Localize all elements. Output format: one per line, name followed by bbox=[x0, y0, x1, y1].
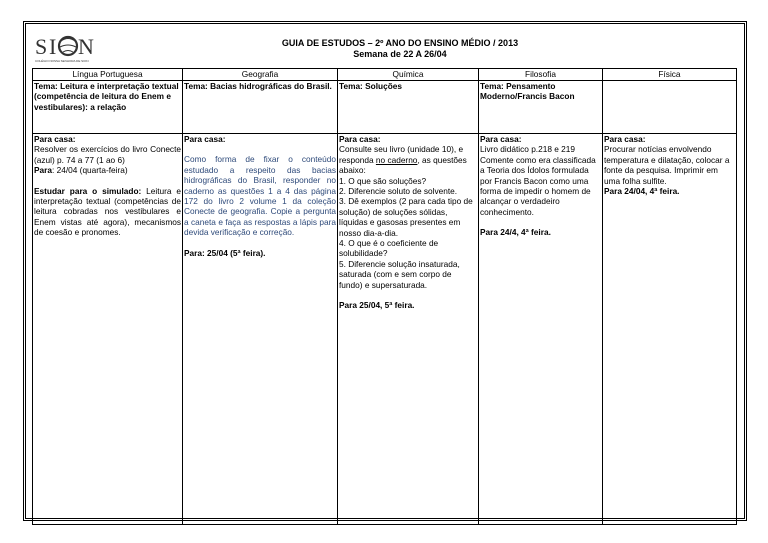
subject-header: Língua Portuguesa bbox=[33, 69, 183, 81]
homework-text: Consulte seu livro (unidade 10), e responda no caderno, as questões abaixo: bbox=[339, 144, 467, 176]
tema-cell: Tema: Pensamento Moderno/Francis Bacon bbox=[479, 81, 603, 134]
week-subtitle: Semana de 22 A 26/04 bbox=[353, 49, 447, 59]
homework-text: Procurar notícias envolvendo temperatura e dilatação, colocar a fonte da pesquisa. Imprimir em uma folha sulfite. bbox=[604, 144, 730, 186]
tema-cell: Tema: Soluções bbox=[338, 81, 479, 134]
due-date: Para 24/04, 4ª feira. bbox=[604, 186, 680, 197]
quim-homework-cell bbox=[338, 134, 479, 525]
tema-cell: Tema: Bacias hidrográficas do Brasil. bbox=[183, 81, 338, 134]
subject-header: Filosofia bbox=[479, 69, 603, 81]
school-logo bbox=[33, 30, 103, 66]
due-date: Para: 24/04 (quarta-feira) bbox=[34, 165, 128, 176]
subject-header: Geografia bbox=[183, 69, 338, 81]
homework-row bbox=[33, 134, 737, 525]
due-date: Para 25/04, 5ª feira. bbox=[339, 300, 415, 311]
svg-text:S: S bbox=[35, 34, 48, 59]
homework-heading: Para casa: bbox=[480, 134, 522, 144]
homework-text: Como forma de fixar o conteúdo estudado a respeito das bacias hidrográficas do Brasil, responder no caderno as questões 1 a 4 das página 172 do livro 2 volume 1 da coleção Conecte de geografia. Copie a pergunta a caneta e faça as respostas a lápis para devida verificação e correção. bbox=[184, 154, 336, 238]
subject-header: Química bbox=[338, 69, 479, 81]
lp-homework-cell bbox=[33, 134, 183, 525]
tema-cell: Tema: Leitura e interpretação textual (competência de leitura do Enem e vestibulares): a relação bbox=[33, 81, 183, 134]
homework-text: Resolver os exercícios do livro Conecte (azul) p. 74 a 77 (1 ao 6) bbox=[34, 144, 181, 165]
filo-homework-cell bbox=[479, 134, 603, 525]
tema-cell bbox=[603, 81, 737, 134]
geo-homework-cell bbox=[183, 134, 338, 525]
tema-row bbox=[33, 81, 737, 134]
document-title: GUIA DE ESTUDOS – 2º ANO DO ENSINO MÉDIO / 2013 bbox=[281, 38, 519, 48]
fis-homework-cell bbox=[603, 134, 737, 525]
homework-heading: Para casa: bbox=[339, 134, 381, 144]
due-date: Para 24/4, 4ª feira. bbox=[480, 227, 551, 238]
page-header bbox=[150, 38, 650, 60]
svg-text:I: I bbox=[49, 34, 57, 59]
question-item: 3. Dê exemplos (2 para cada tipo de solução) de soluções sólidas, líquidas e gasosas presentes em nosso dia-a-dia. bbox=[339, 196, 473, 238]
simulado-text: Estudar para o simulado: Leitura e interpretação textual (competências de leitura cobradas nos vestibulares e Enem vistas até agora), mecanismos de coesão e pronomes. bbox=[34, 185, 181, 238]
homework-heading: Para casa: bbox=[604, 134, 646, 144]
homework-heading: Para casa: bbox=[184, 134, 226, 144]
due-date: Para: 25/04 (5ª feira). bbox=[184, 247, 266, 258]
question-item: 4. O que é o coeficiente de solubilidade? bbox=[339, 238, 439, 259]
svg-text:COLÉGIO NOSSA SENHORA DE SION: COLÉGIO NOSSA SENHORA DE SION bbox=[35, 59, 89, 63]
question-item: 2. Diferencie soluto de solvente. bbox=[339, 186, 458, 197]
homework-text: Livro didático p.218 e 219 Comente como era classificada a Teoria dos Ídolos formulada por Francis Bacon como uma forma de impedir o homem de alcançar o verdadeiro conhecimento. bbox=[480, 144, 596, 217]
subject-header-row bbox=[33, 69, 737, 81]
homework-heading: Para casa: bbox=[34, 134, 76, 144]
question-item: 5. Diferencie solução insaturada, saturada (com e sem corpo de fundo) e supersaturada. bbox=[339, 258, 460, 290]
question-item: 1. O que são soluções? bbox=[339, 175, 427, 186]
svg-text:N: N bbox=[78, 34, 94, 59]
subject-header: Física bbox=[603, 69, 737, 81]
study-guide-table bbox=[32, 68, 737, 525]
